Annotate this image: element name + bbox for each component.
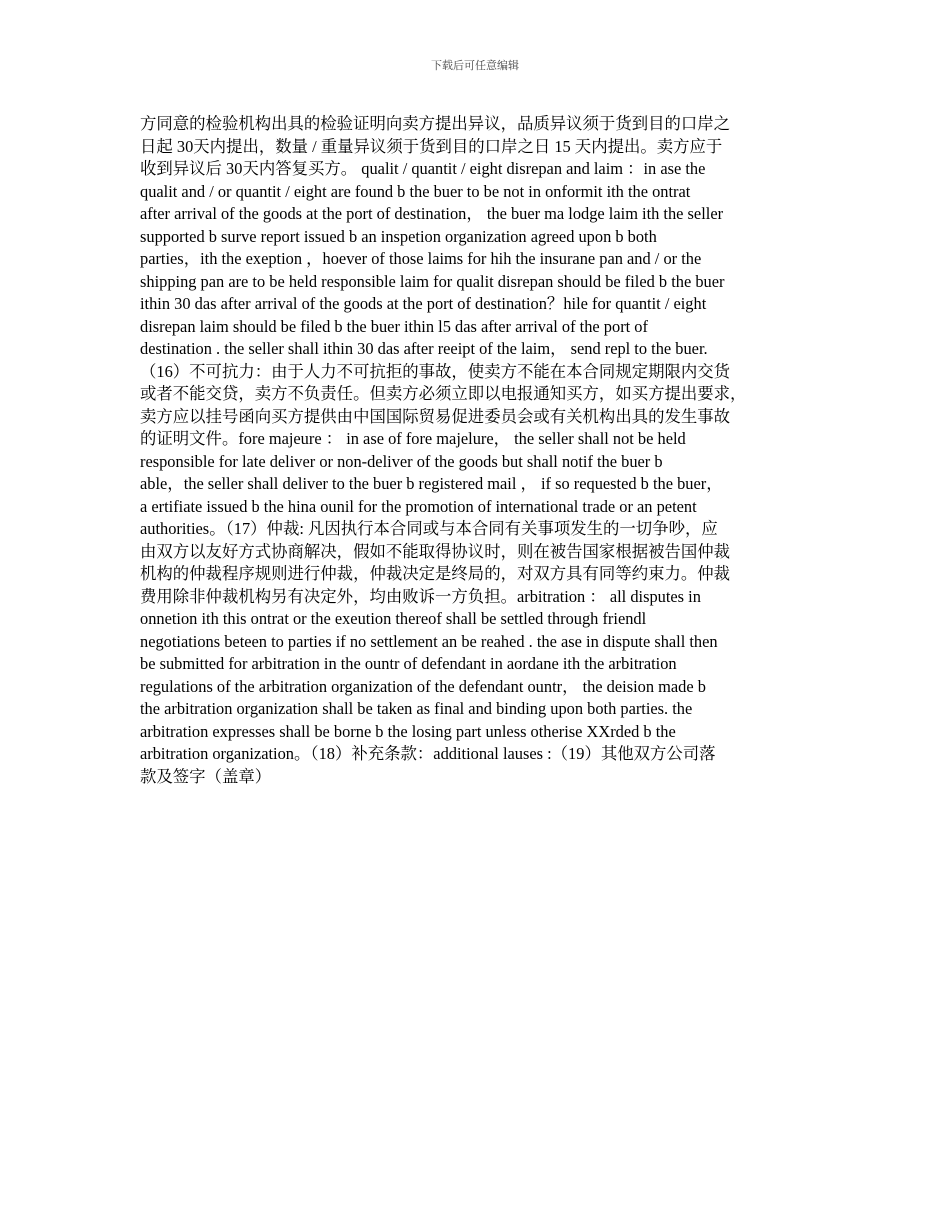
text-line: 收到异议后 30天内答复买方。 qualit / quantit / eight disrepan and laim ：in ase the bbox=[140, 159, 706, 178]
text-line: arbitration expresses shall be borne b the losing part unless otherise XXrded b the bbox=[140, 721, 676, 741]
text-line: responsible for late deliver or non-deliver of the goods but shall notif the buer b bbox=[140, 451, 663, 471]
text-line: qualit and / or quantit / eight are found b the buer to be not in onformit ith the ontrat bbox=[140, 181, 691, 201]
text-line: the arbitration organization shall be taken as final and binding upon both parties. the bbox=[140, 699, 693, 718]
text-line: 卖方应以挂号函向买方提供由中国国际贸易促进委员会或有关机构出具的发生事故 bbox=[140, 406, 731, 426]
text-line: disrepan laim should be filed b the buer ithin l5 das after arrival of the port of bbox=[140, 316, 648, 336]
text-line: 费用除非仲裁机构另有决定外，均由败诉一方负担。arbitration ： all disputes in bbox=[140, 586, 701, 606]
text-line: 机构的仲裁程序规则进行仲裁，仲裁决定是终局的，对双方具有同等约束力。仲裁 bbox=[140, 564, 731, 583]
text-line: 的证明文件。fore majeure ： in ase of fore majelure， the seller shall not be held bbox=[140, 429, 686, 448]
text-line: be submitted for arbitration in the ountr of defendant in aordane ith the arbitration bbox=[140, 654, 677, 673]
text-line: （16）不可抗力：由于人力不可抗拒的事故，使卖方不能在本合同规定期限内交货 bbox=[140, 361, 731, 381]
text-line: authorities。（17）仲裁: 凡因执行本合同或与本合同有关事项发生的一切争吵，应 bbox=[140, 519, 718, 538]
text-line: able，the seller shall deliver to the buer b registered mail ， if so requested b the buer， bbox=[140, 474, 723, 493]
text-line: onnetion ith this ontrat or the exeution thereof shall be settled through friendl bbox=[140, 609, 647, 628]
text-line: parties，ith the exeption ，hoever of those laims for hih the insurane pan and / or the bbox=[140, 249, 702, 268]
text-line: arbitration organization。（18）补充条款：additional lauses :（19）其他双方公司落 bbox=[140, 744, 716, 763]
text-line: a ertifiate issued b the hina ounil for the promotion of international trade or an petent bbox=[140, 496, 697, 516]
text-line: shipping pan are to be held responsible laim for qualit disrepan should be filed b the buer bbox=[140, 271, 725, 291]
text-line: supported b surve report issued b an inspetion organization agreed upon b both bbox=[140, 226, 657, 246]
text-line: ithin 30 das after arrival of the goods at the port of destination？hile for quantit / eight bbox=[140, 294, 707, 313]
text-line: after arrival of the goods at the port of destination， the buer ma lodge laim ith the seller bbox=[140, 204, 724, 223]
page-header: 下载后可任意编辑 bbox=[431, 59, 519, 72]
text-line: 款及签字（盖章） bbox=[140, 766, 272, 786]
text-line: 日起 30天内提出，数量 / 重量异议须于货到目的口岸之日 15 天内提出。卖方应于 bbox=[140, 136, 723, 156]
text-line: regulations of the arbitration organization of the defendant ountr， the deision made b bbox=[140, 676, 706, 696]
text-line: negotiations beteen to parties if no settlement an be reahed . the ase in dispute shall then bbox=[140, 631, 718, 651]
text-line: 方同意的检验机构出具的检验证明向卖方提出异议，品质异议须于货到目的口岸之 bbox=[140, 114, 731, 133]
text-line: 或者不能交贷，卖方不负责任。但卖方必须立即以电报通知买方，如买方提出要求， bbox=[140, 384, 747, 403]
document-body bbox=[140, 113, 825, 788]
text-line: destination . the seller shall ithin 30 das after reeipt of the laim， send repl to the buer. bbox=[140, 339, 708, 358]
text-line: 由双方以友好方式协商解决，假如不能取得协议时，则在被告国家根据被告国仲裁 bbox=[140, 541, 731, 561]
